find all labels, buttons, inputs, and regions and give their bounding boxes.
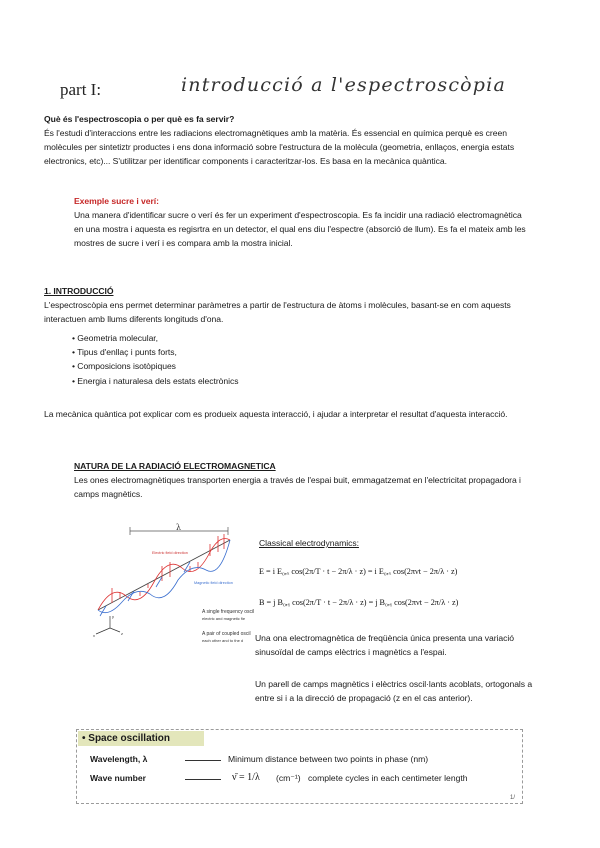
em-wave-figure bbox=[90, 522, 260, 647]
wave-number-unit: (cm⁻¹) bbox=[276, 773, 301, 783]
example-line: Una manera d'identificar sucre o verí és fer un experiment d'espectroscopia. Es fa incidir una radiació electromagnètica bbox=[74, 210, 522, 220]
wave-number-formula: ν̄ = 1/λ bbox=[232, 772, 260, 783]
page-title: introducció a l'espectroscòpia bbox=[181, 74, 506, 96]
wave-number-rule bbox=[185, 779, 221, 780]
section2-paragraph bbox=[74, 473, 564, 501]
example-paragraph bbox=[74, 208, 564, 251]
coupled-line: entre si i a la direcció de propagació (z en el cas anterior). bbox=[255, 693, 473, 704]
axes-icon bbox=[96, 616, 120, 634]
wavelength-rule bbox=[185, 760, 221, 761]
electric-field-label: Electric field direction bbox=[152, 551, 188, 555]
electric-field-wave bbox=[98, 534, 230, 610]
section1-line: L'espectroscòpia ens permet determinar paràmetres a partir de l'estructura de àtoms i molècules, basant-se en com aquests bbox=[44, 300, 511, 310]
part-label: part I: bbox=[60, 80, 102, 99]
coupled-fields-description bbox=[255, 677, 565, 705]
example-title: Exemple sucre i verí: bbox=[74, 196, 159, 206]
formula-magnetic: B = j B₀,ᵧ cos(2π/T · t − 2π/λ · z) = j B₀,ᵧ cos(2πνt − 2π/λ · z) bbox=[259, 598, 459, 607]
caption-1b: electric and magnetic fie bbox=[202, 616, 246, 621]
axis-y-label: y bbox=[112, 614, 114, 619]
intro-paragraph bbox=[44, 126, 564, 169]
bullet-item: • Tipus d'enllaç i punts forts, bbox=[72, 345, 238, 359]
wavelength-label: Wavelength, λ bbox=[90, 754, 148, 764]
example-line: en una mostra i aquesta es regisrtra en un detector, el qual ens diu l'espectre (absorció de llum). Es fa el mateix amb les bbox=[74, 224, 526, 235]
wavelength-desc: Minimum distance between two points in phase (nm) bbox=[228, 754, 429, 764]
space-oscillation-title: • Space oscillation bbox=[78, 731, 204, 746]
caption-1a: A single frequency oscil bbox=[202, 609, 255, 615]
intro-line: electronics, etc)... S'utilitzar per identificar components i caracteritzar-los. Es basa en la mecànica quàntica. bbox=[44, 156, 447, 167]
section2-line: camps magnètics. bbox=[74, 489, 143, 500]
intro-line: molècules per sintetiztr productes i ens dona informació sobre l'estructura de la molècula (geometria, enllaços, energia estats bbox=[44, 142, 515, 153]
bullet-item: • Energia i naturalesa dels estats electrònics bbox=[72, 374, 238, 388]
coupled-line: Un parell de camps magnètics i elèctrics oscil·lants acoblats, ortogonals a bbox=[255, 679, 533, 689]
classical-heading: Classical electrodynamics: bbox=[259, 538, 359, 548]
section2-heading: NATURA DE LA RADIACIÓ ELECTROMAGNETICA bbox=[74, 461, 276, 471]
section2-line: Les ones electromagnètiques transporten energia a través de l'espai buit, emmagatzemat en l'electricitat propagadora i bbox=[74, 475, 521, 485]
magnetic-field-label: Magnetic field direction bbox=[194, 581, 233, 585]
caption-2b: each other and to the d bbox=[202, 638, 244, 643]
wave-line: sinusoïdal de camps elèctrics i magnètics a l'espai. bbox=[255, 647, 447, 658]
wave-line: Una ona electromagnètica de freqüència única presenta una variació bbox=[255, 633, 514, 643]
section1-closing: La mecànica quàntica pot explicar com es produeix aquesta interacció, i ajudar a interpretar el resultat d'aquesta interacció. bbox=[44, 409, 508, 419]
formula-electric: E = i E₀,ₓ cos(2π/T · t − 2π/λ · z) = i E₀,ₓ cos(2πνt − 2π/λ · z) bbox=[259, 567, 458, 576]
section1-bullets bbox=[72, 331, 238, 388]
wave-number-label: Wave number bbox=[90, 773, 147, 783]
section1-line: interactuen amb llums diferents longituds d'ona. bbox=[44, 314, 224, 325]
axis-x-label: x bbox=[93, 633, 95, 638]
section1-paragraph bbox=[44, 298, 564, 326]
intro-line: És l'estudi d'interaccions entre les radiacions electromagnètiques amb la matèria. És essencial en química perquè es creen bbox=[44, 128, 507, 138]
wave-number-desc: complete cycles in each centimeter length bbox=[308, 773, 468, 783]
bullet-item: • Composicions isotòpiques bbox=[72, 359, 238, 373]
bullet-item: • Geometria molecular, bbox=[72, 331, 238, 345]
wave-description bbox=[255, 631, 565, 659]
section1-heading: 1. INTRODUCCIÓ bbox=[44, 286, 114, 296]
example-line: mostres de sucre i verí i es compara amb la mostra inicial. bbox=[74, 238, 293, 249]
lambda-symbol: λ bbox=[176, 523, 182, 532]
caption-2a: A pair of coupled oscil bbox=[202, 631, 251, 637]
page-mark: 1/ bbox=[510, 795, 516, 801]
axis-z-label: z bbox=[121, 631, 123, 636]
intro-question: Què és l'espectroscopia o per què es fa servir? bbox=[44, 114, 235, 124]
